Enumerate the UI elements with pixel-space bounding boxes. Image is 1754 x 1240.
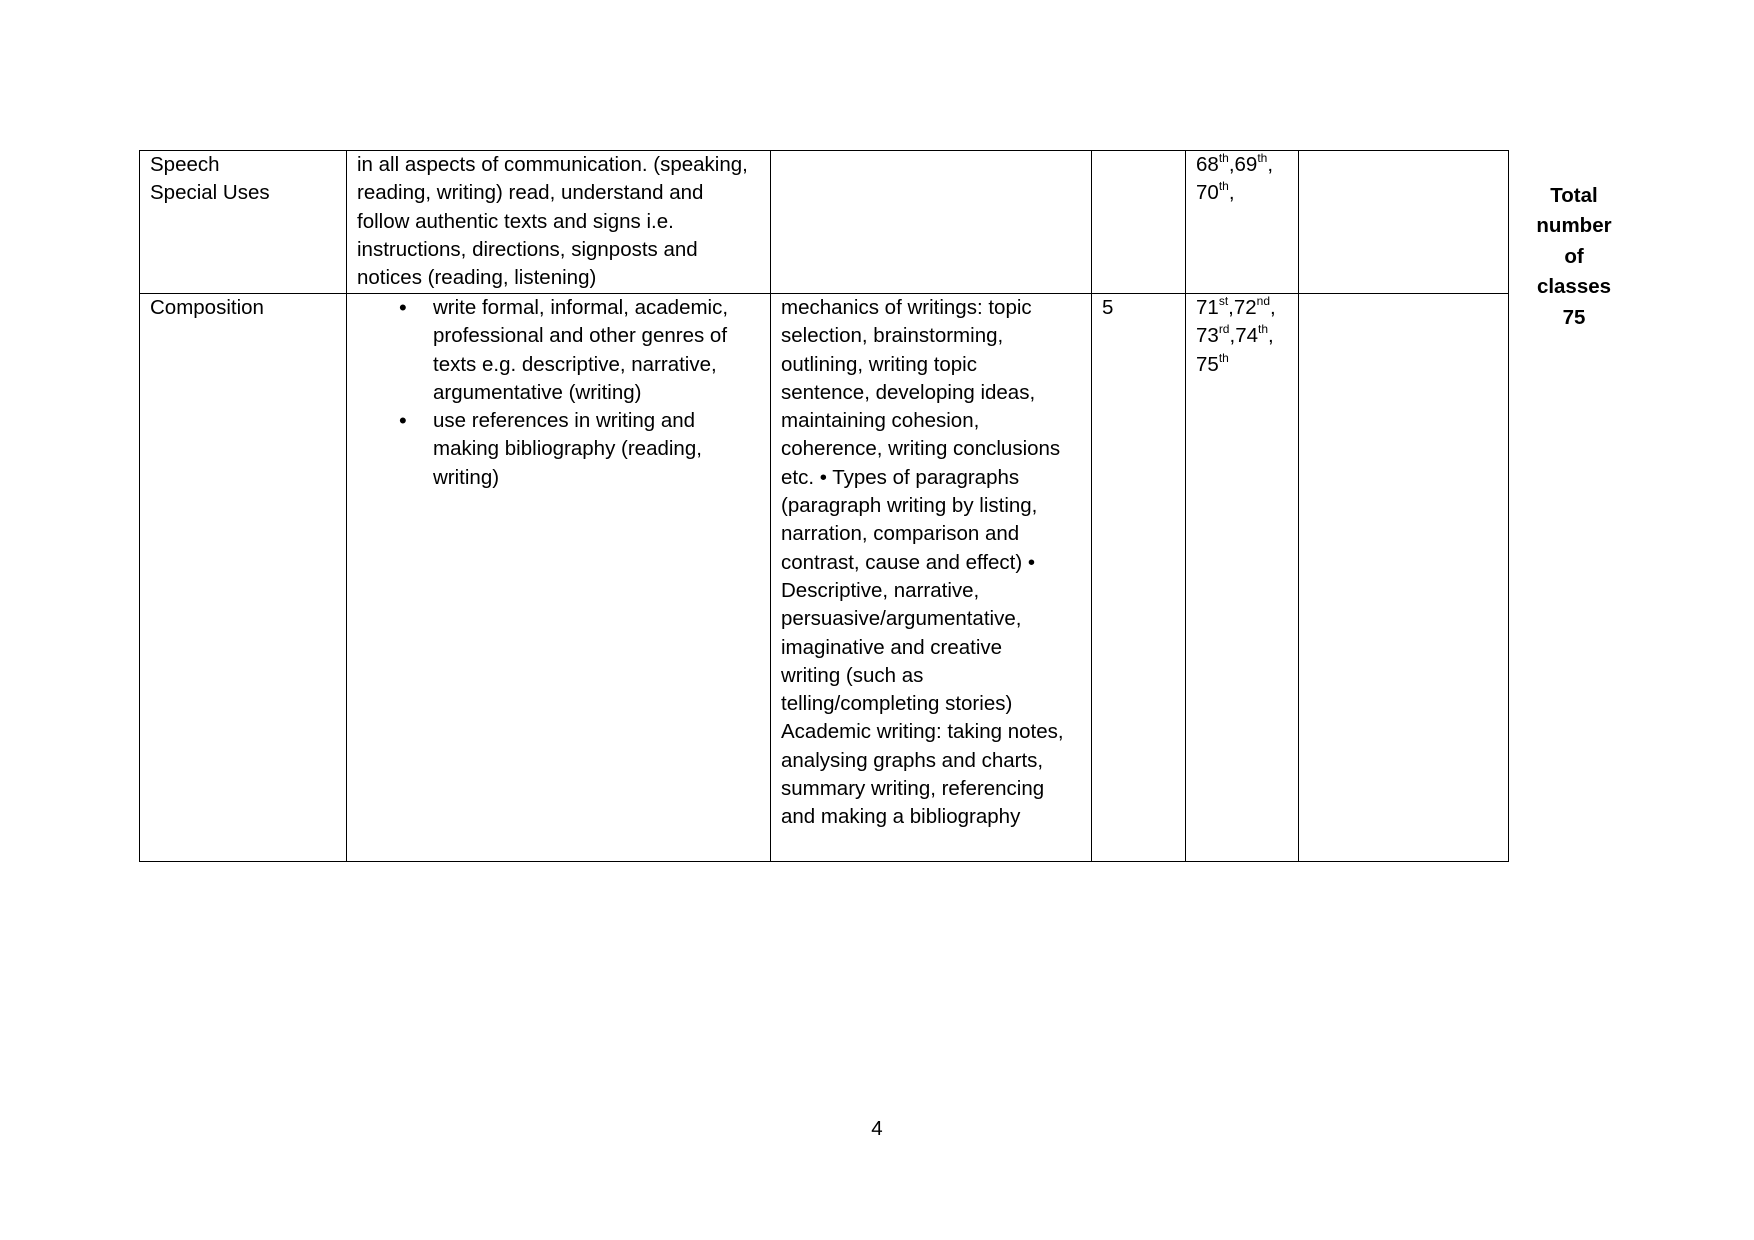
content-line: contrast, cause and effect) • (781, 550, 1036, 574)
class-number: 71st, (1196, 294, 1234, 319)
content-cell (771, 151, 1092, 294)
class-number-line (1196, 322, 1288, 350)
outcome-line: notices (reading, listening) (357, 266, 597, 290)
class-number-line (1196, 179, 1288, 207)
content-line: imaginative and creative (781, 635, 1003, 659)
outcome-cell (347, 294, 771, 862)
hours-cell: 5 (1092, 294, 1186, 862)
class-number: 68th, (1196, 151, 1235, 176)
unit-cell (140, 151, 347, 294)
outcome-bullet: • write formal, informal, academic, professional and other genres of texts e.g. descriptive, narrative, argumentative (writing) (399, 294, 760, 407)
outcome-bullet-list (357, 294, 760, 492)
table-row-speech (140, 151, 1509, 294)
syllabus-table (139, 150, 1509, 862)
content-line: narration, comparison and (781, 522, 1020, 546)
content-line: Academic writing: taking notes, (781, 720, 1064, 744)
classes-cell (1186, 151, 1299, 294)
content-line: etc. • Types of paragraphs (781, 465, 1020, 489)
content-line: summary writing, referencing (781, 777, 1045, 801)
content-line: maintaining cohesion, (781, 409, 980, 433)
class-number: 75th (1196, 350, 1229, 376)
content-line: outlining, writing topic (781, 352, 977, 376)
outcome-line: reading, writing) read, understand and (357, 181, 704, 205)
total-note-line: classes (1536, 275, 1612, 299)
class-number-line (1196, 294, 1288, 322)
unit-line: Speech (150, 153, 220, 176)
content-line: analysing graphs and charts, (781, 748, 1044, 772)
classes-cell (1186, 294, 1299, 862)
content-line: and making a bibliography (781, 805, 1021, 829)
outcome-cell (347, 151, 771, 294)
table-row-composition (140, 294, 1509, 862)
page-number: 4 (871, 1117, 883, 1140)
content-line: coherence, writing conclusions (781, 437, 1061, 461)
total-note-line: of (1564, 244, 1584, 268)
class-number-line (1196, 151, 1288, 179)
content-line: (paragraph writing by listing, (781, 494, 1038, 518)
class-number: 70th, (1196, 179, 1235, 205)
content-line: writing (such as (781, 663, 924, 687)
remarks-cell (1299, 151, 1509, 294)
content-line: persuasive/argumentative, (781, 607, 1022, 631)
total-note-line: Total (1550, 184, 1598, 207)
content-line: telling/completing stories) (781, 692, 1013, 716)
total-note-line: number (1536, 214, 1612, 238)
class-number: 73rd, (1196, 322, 1236, 348)
class-number: 72nd, (1233, 294, 1276, 319)
unit-cell (140, 294, 347, 862)
unit-line: Special Uses (150, 181, 270, 205)
hours-cell (1092, 151, 1186, 294)
unit-line: Composition (150, 296, 264, 319)
content-line: selection, brainstorming, (781, 324, 1004, 348)
outcome-line: follow authentic texts and signs i.e. (357, 209, 674, 233)
total-note-value: 75 (1562, 305, 1586, 329)
class-number-line (1196, 351, 1288, 379)
content-line: mechanics of writings: topic (781, 296, 1032, 319)
content-cell (771, 294, 1092, 862)
class-number: 69th, (1234, 151, 1274, 176)
outcome-line: in all aspects of communication. (speaking, (357, 153, 748, 176)
remarks-cell (1299, 294, 1509, 862)
content-line: Descriptive, narrative, (781, 578, 980, 602)
outcome-bullet: • use references in writing and making bibliography (reading, writing) (399, 407, 760, 492)
content-line: sentence, developing ideas, (781, 380, 1036, 404)
class-number: 74th, (1235, 322, 1274, 348)
outcome-line: instructions, directions, signposts and (357, 237, 698, 261)
total-classes-note (1510, 181, 1638, 333)
